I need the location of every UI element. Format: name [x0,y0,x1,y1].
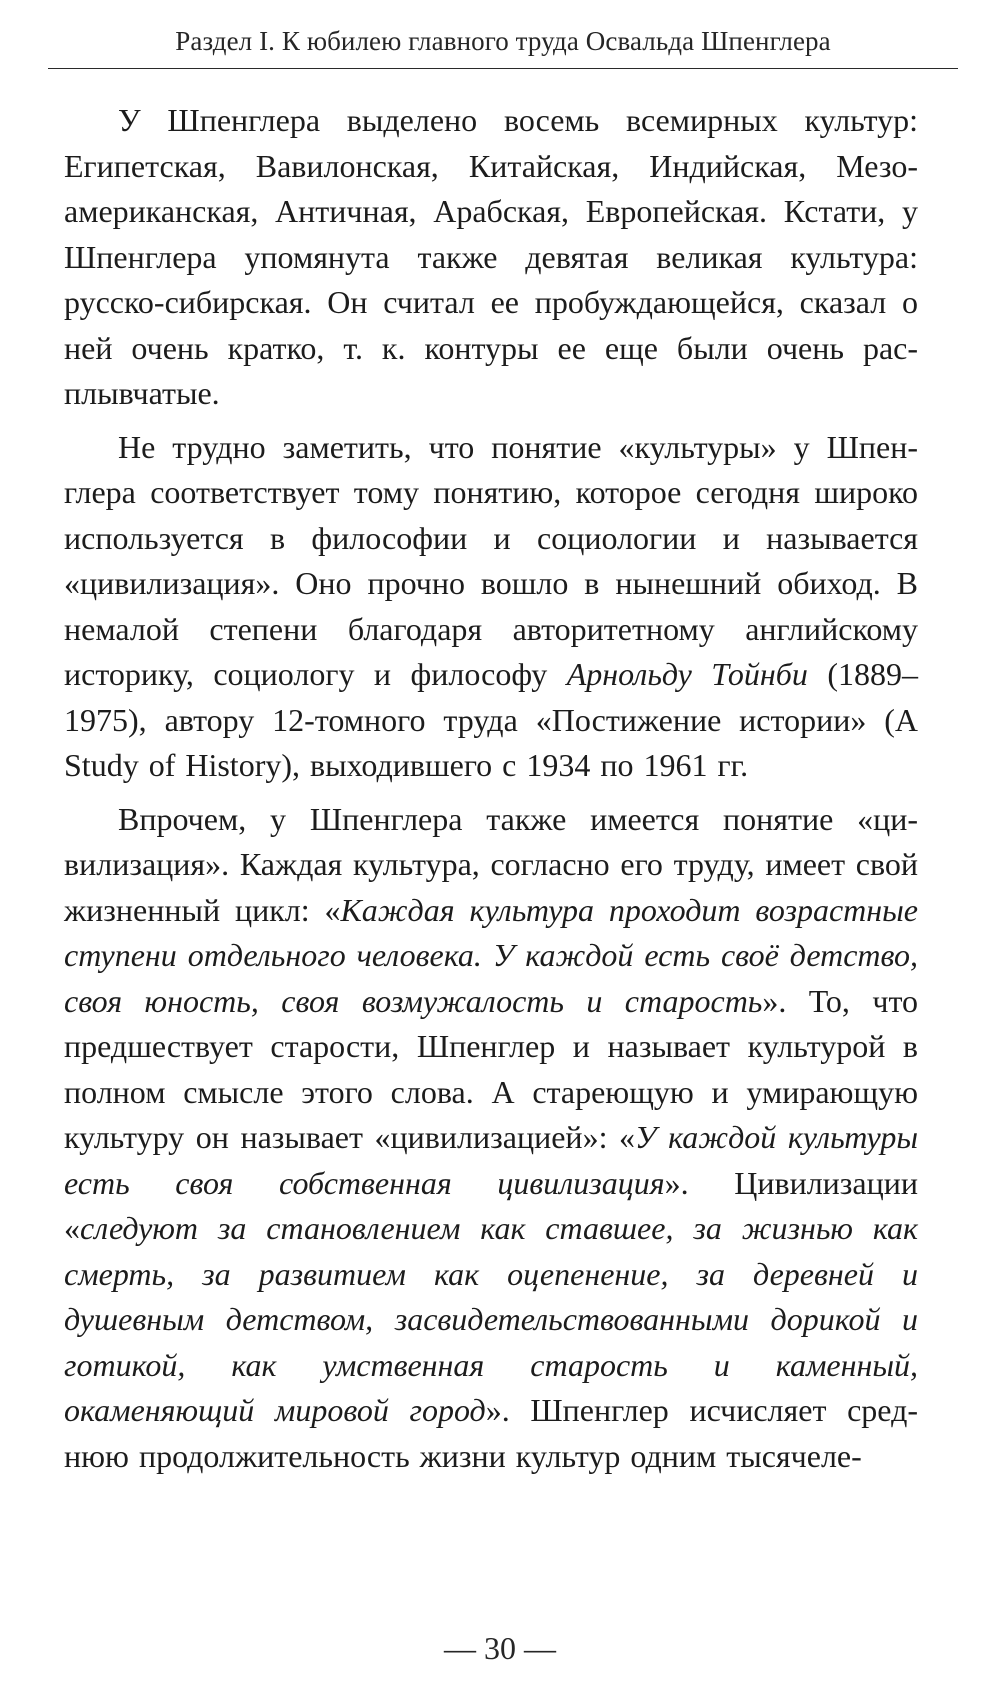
paragraph-2 [64,425,918,789]
header-rule [48,68,958,69]
quote-civilization-follows: следуют за становлением как ставшее, за жизнью как смерть, за развитием как оцепенение, за деревней и душевным детством, засвидетельствованными дорикой и готикой, как умственная старость и каменный, окаменяющий мировой город [64,1210,918,1428]
page-number: — 30 — [444,1630,556,1666]
paragraph-2-text-b: (1889–1975), автору 12-томного труда «Постижение истории» (A Study of History), выходившего с 1934 по 1961 гг. [64,656,919,783]
paragraph-3 [64,797,918,1480]
paragraph-3-text-a: Впрочем, у Шпенглера также имеется понятие «цивилизация». Каждая культура, согласно его труду, имеет свой жизненный цикл: « [64,800,918,928]
quote-life-cycle: Каждая культура проходит возрастные ступени отдельного человека. У каждой есть своё детство, своя юность, своя возмужалость и старость [64,891,918,1019]
paragraph-3-text-b: ». То, что предшествует старости, Шпенглер и называет культурой в полном смысле этого слова. А стареющую и умирающую культуру он называет «цивилизацией»: « [64,982,919,1155]
paragraph-1-text: У Шпенглера выделено восемь всемирных культур: Египетская, Вавилонская, Китайская, Индийская, Мезоамериканская, Античная, Арабская, Европейская. Кстати, у Шпенглера упомянута также девятая великая культура: русско-сибирская. Он считал ее пробуждающейся, сказал о ней очень кратко, т. к. контуры ее еще были очень расплывчатые. [64,102,918,411]
running-header: Раздел I. К юбилею главного труда Освальда Шпенглера [175,26,831,56]
paragraph-2-text-a: Не трудно заметить, что понятие «культуры» у Шпенглера соответствует тому понятию, которое сегодня широко используется в философии и социологии и называется «цивилизация». Оно прочно вошло в нынешний обиход. В немалой степени благодаря авторитетному английскому историку, социологу и философу [64,428,918,692]
person-name-toynbee: Арнольду Тойнби [566,656,808,692]
body-text [64,98,918,1479]
paragraph-3-text-c: ». Цивилизации « [64,1164,919,1246]
paragraph-3-text-d: ». Шпенглер исчисляет среднюю продолжительность жизни культур одним тысячеле- [64,1392,918,1474]
quote-own-civilization: У каждой культуры есть своя собственная цивилизация [64,1119,919,1201]
paragraph-1 [64,98,918,417]
